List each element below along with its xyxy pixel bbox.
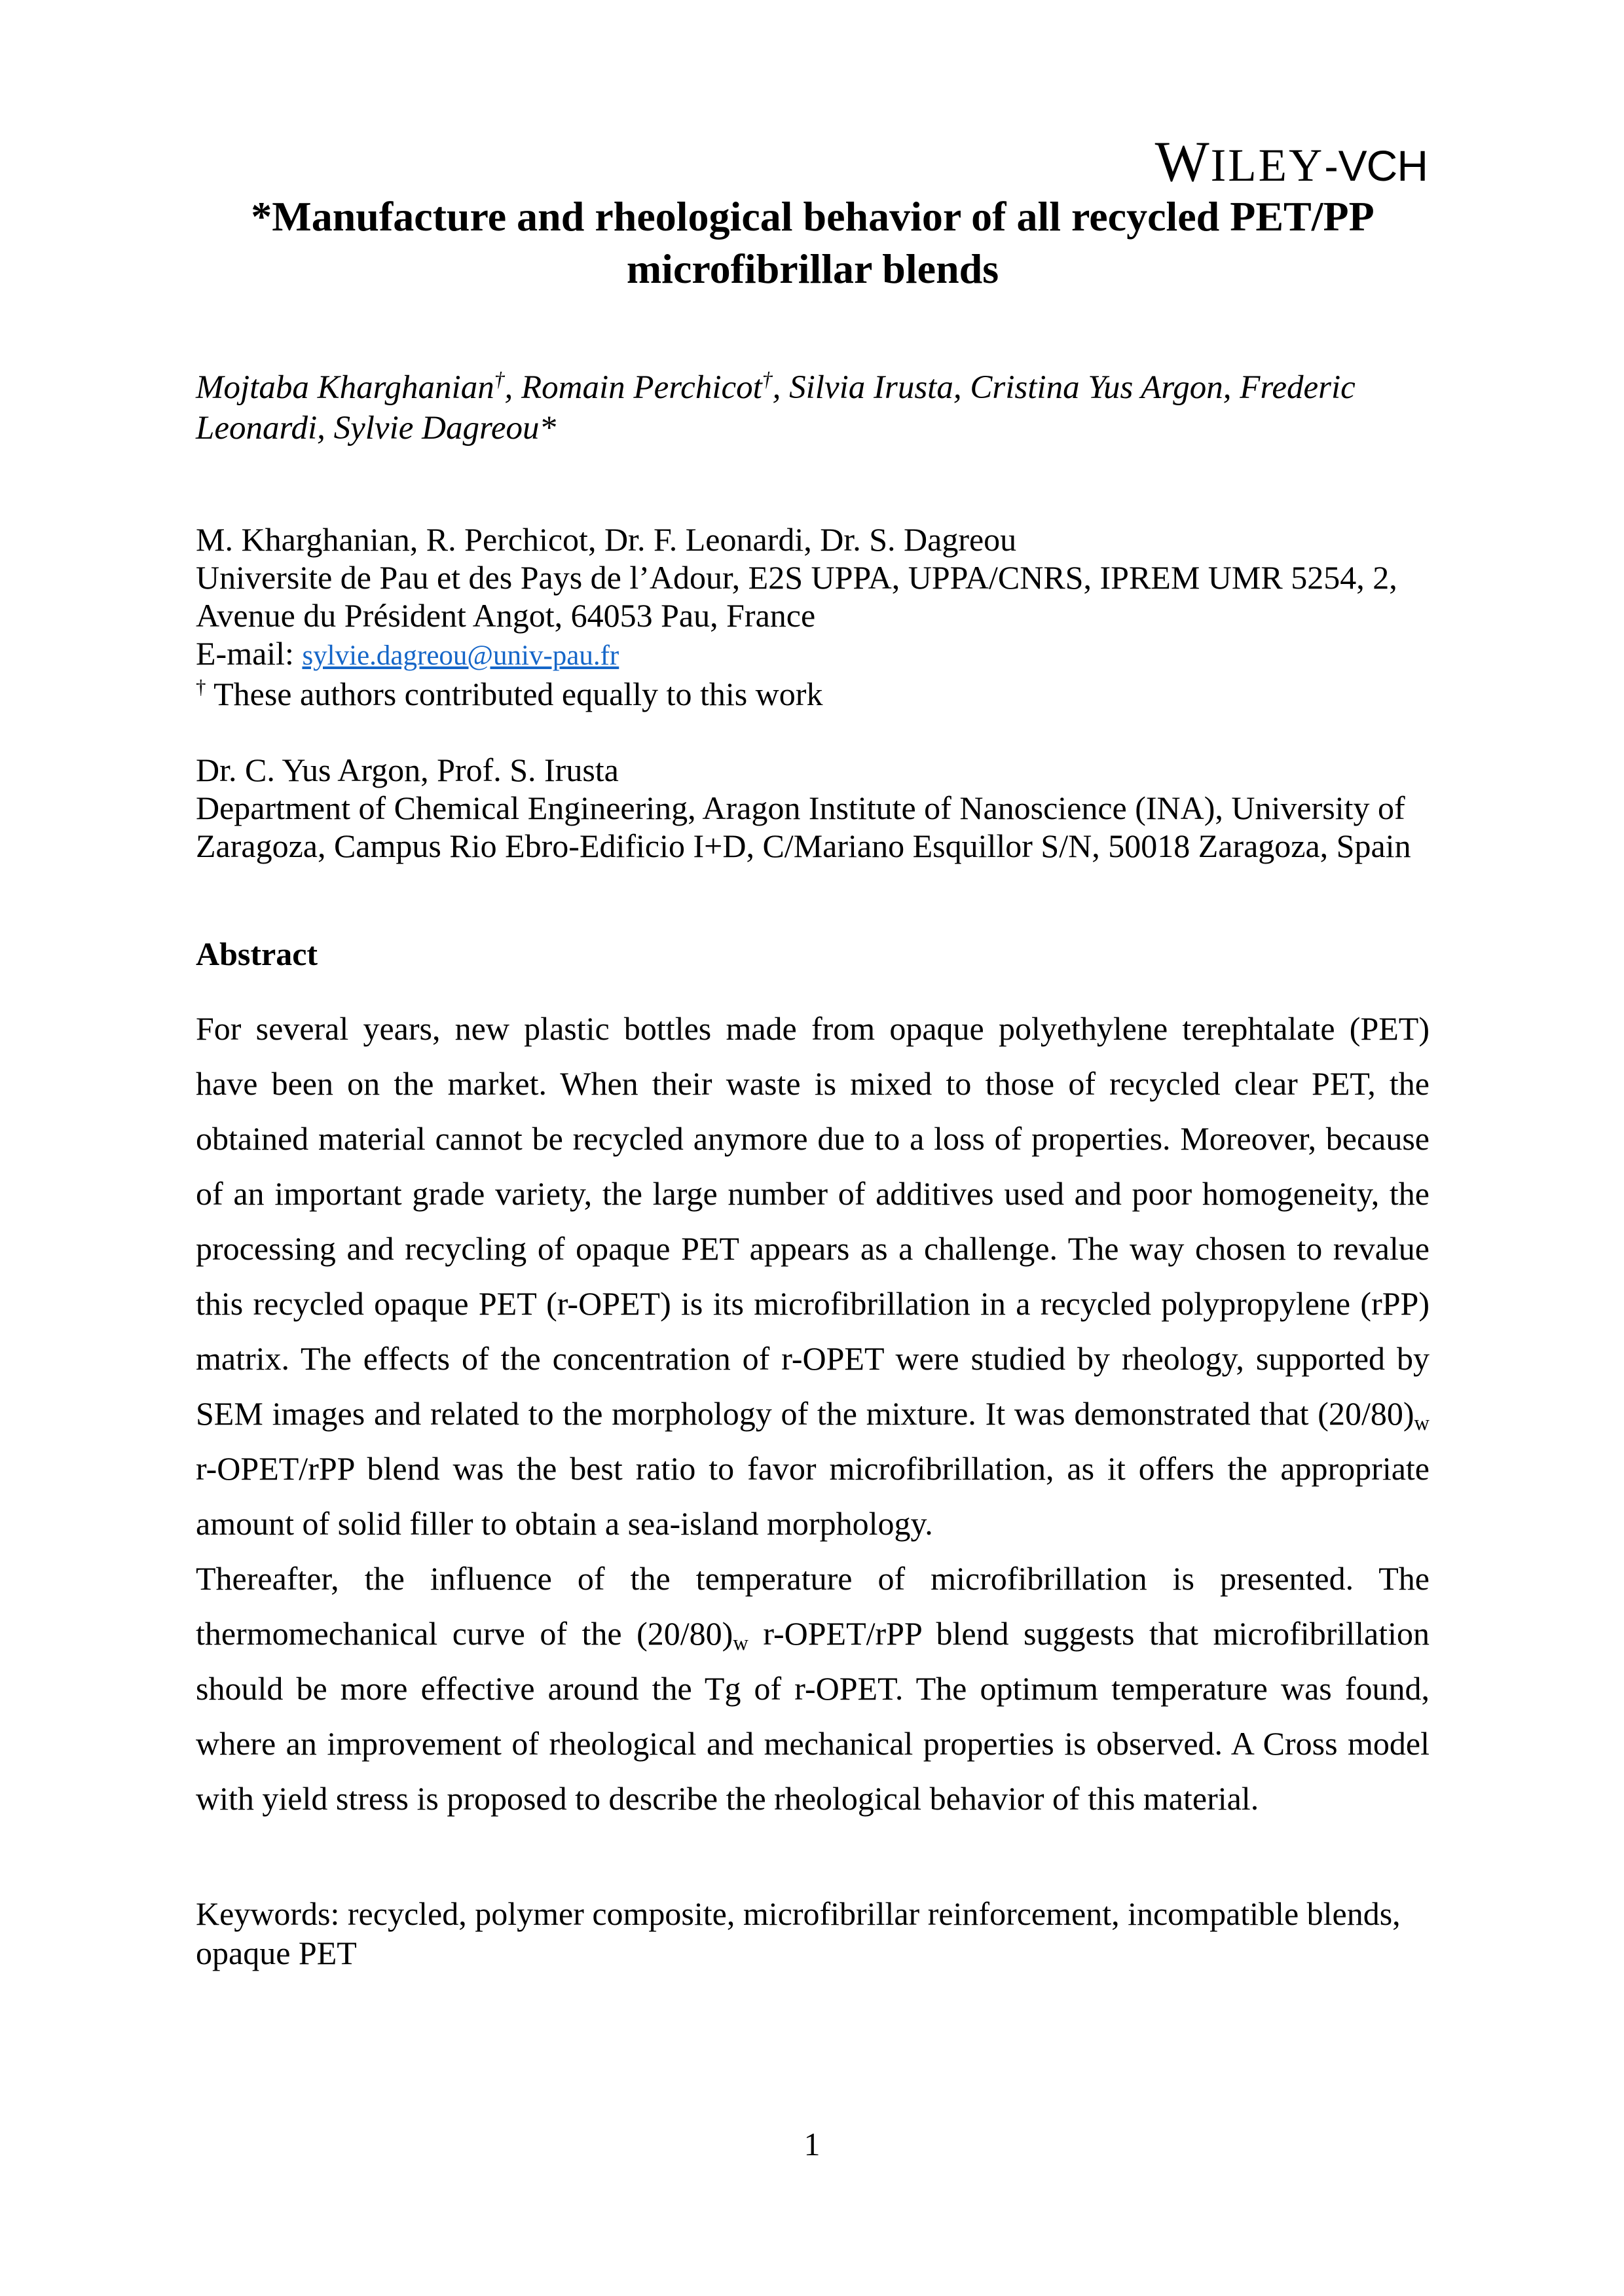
affiliation-authors: M. Kharghanian, R. Perchicot, Dr. F. Leonardi, Dr. S. Dagreou	[196, 521, 1017, 558]
affiliation-pau	[196, 520, 1430, 713]
logo-text-iley: ILEY	[1210, 140, 1325, 191]
page-number: 1	[803, 2126, 821, 2162]
keywords-line: Keywords: recycled, polymer composite, microfibrillar reinforcement, incompatible blends, opaque PET	[196, 1895, 1401, 1971]
abstract-text: Thereafter, the influence of the temperature of microfibrillation is presented. The thermomechanical curve of the (20/80)	[196, 1560, 1430, 1652]
dagger-footnote-mark: †	[762, 368, 773, 391]
author-names-rest: , Silvia Irusta, Cristina Yus Argon, Frederic	[772, 369, 1356, 406]
affiliation-institute: Universite de Pau et des Pays de l’Adour, E2S UPPA, UPPA/CNRS, IPREM UMR 5254, 2,	[196, 559, 1397, 596]
subscript-w: w	[733, 1631, 748, 1656]
author-list	[196, 367, 1430, 448]
affiliation-authors: Dr. C. Yus Argon, Prof. S. Irusta	[196, 752, 619, 788]
email-label: E-mail:	[196, 635, 303, 672]
abstract-body	[196, 1001, 1430, 1826]
author-name: , Romain Perchicot	[504, 369, 762, 406]
logo-text-w: W	[1154, 130, 1211, 194]
email-link[interactable]: sylvie.dagreou@univ-pau.fr	[302, 640, 619, 671]
author-list-line-1	[196, 367, 1430, 408]
paper-title-line-2: microfibrillar blends	[626, 246, 999, 292]
abstract-text: r-OPET/rPP blend suggests that microfibrillation should be more effective around the Tg of r-OPET. The optimum temperature was found, where an improvement of rheological and mechanical properties is observed. A Cross model with yield stress is proposed to describe the rheological behavior of this material.	[196, 1615, 1430, 1817]
paper-title	[196, 191, 1430, 295]
paper-title-line-1: *Manufacture and rheological behavior of all recycled PET/PP	[251, 193, 1375, 240]
dagger-footnote-mark: †	[196, 675, 206, 699]
abstract-text: r-OPET/rPP blend was the best ratio to favor microfibrillation, as it offers the appropriate amount of solid filler to obtain a sea-island morphology.	[196, 1450, 1430, 1542]
logo-text-vch: VCH	[1338, 141, 1428, 190]
email-line	[196, 634, 1430, 675]
dagger-footnote-mark: †	[494, 368, 505, 391]
equal-contribution-footnote	[196, 675, 1430, 713]
abstract-text: For several years, new plastic bottles made from opaque polyethylene terephtalate (PET) have been on the market. When their waste is mixed to those of recycled clear PET, the obtained material cannot be recycled anymore due to a loss of properties. Moreover, because of an important grade variety, the large number of additives used and poor homogeneity, the processing and recycling of opaque PET appears as a challenge. The way chosen to revalue this recycled opaque PET (r-OPET) is its microfibrillation in a recycled polypropylene (rPP) matrix. The effects of the concentration of r-OPET were studied by rheology, supported by SEM images and related to the morphology of the mixture. It was demonstrated that (20/80)	[196, 1010, 1430, 1432]
affiliation-address: Avenue du Président Angot, 64053 Pau, France	[196, 597, 816, 634]
affiliation-zaragoza	[196, 751, 1430, 865]
affiliation-institute: Department of Chemical Engineering, Aragon Institute of Nanoscience (INA), University of	[196, 790, 1405, 826]
equal-contribution-text: These authors contributed equally to this work	[206, 676, 823, 712]
subscript-w: w	[1414, 1412, 1430, 1436]
abstract-paragraph-1	[196, 1001, 1430, 1551]
logo-text-dash: -	[1324, 143, 1338, 190]
author-list-line-2: Leonardi, Sylvie Dagreou*	[196, 410, 557, 446]
abstract-heading: Abstract	[196, 936, 318, 972]
author-name: Mojtaba Kharghanian	[196, 369, 494, 406]
abstract-paragraph-2	[196, 1551, 1430, 1826]
affiliation-address: Zaragoza, Campus Rio Ebro-Edificio I+D, C/Mariano Esquillor S/N, 50018 Zaragoza, Spain	[196, 828, 1411, 864]
